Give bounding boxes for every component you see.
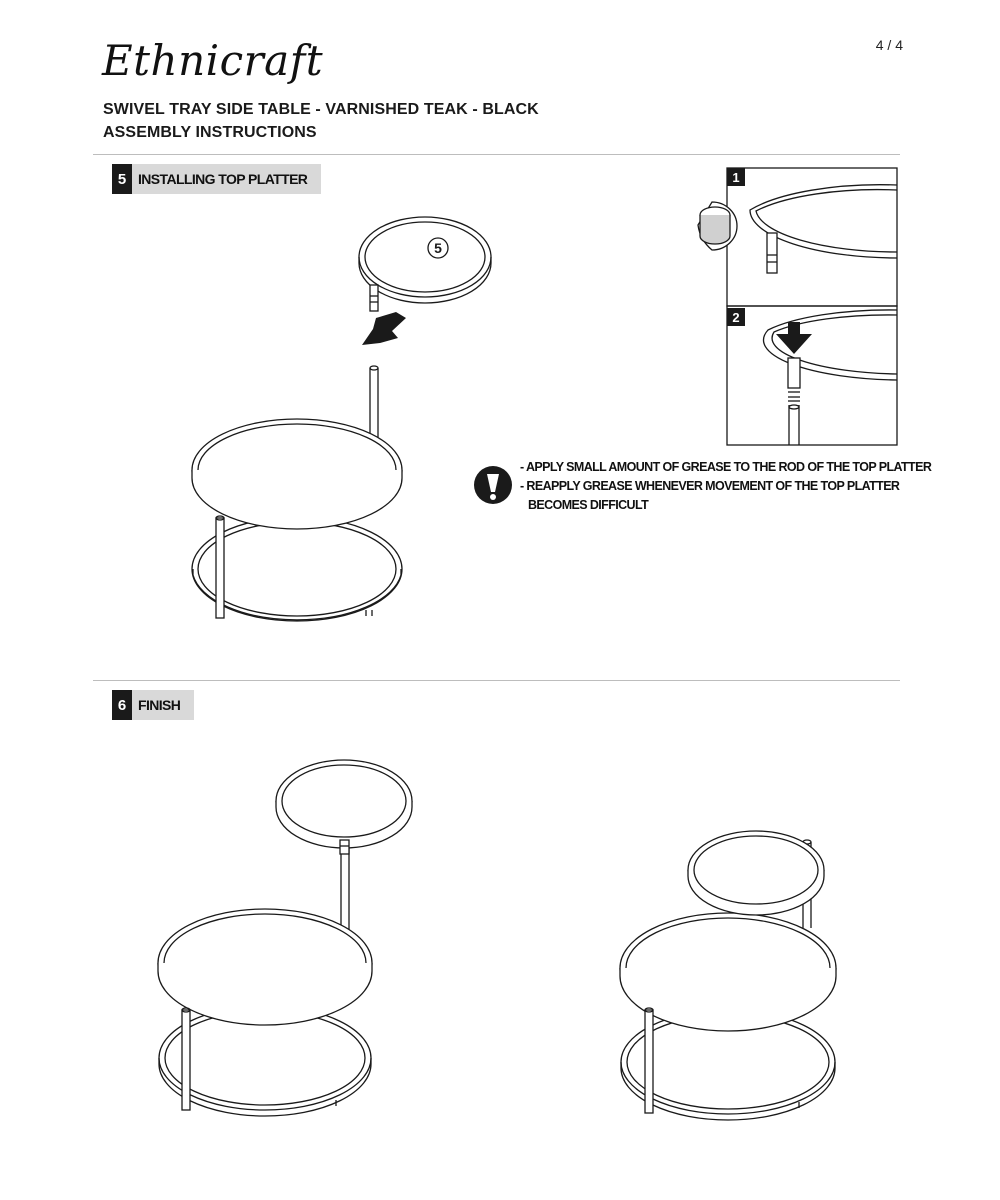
note-line-2: - REAPPLY GREASE WHENEVER MOVEMENT OF THE TOP PLATTER xyxy=(520,479,900,493)
step-5-number: 5 xyxy=(112,164,132,194)
down-arrow-icon xyxy=(362,312,406,345)
detail-1-number: 1 xyxy=(732,170,740,185)
grease-instructions xyxy=(520,458,931,515)
detail-box-1 xyxy=(698,168,897,306)
title-line-instructions: ASSEMBLY INSTRUCTIONS xyxy=(103,124,317,141)
brand-logo: Ethnicraft xyxy=(102,36,324,85)
detail-2-number: 2 xyxy=(732,310,740,325)
note-line-1: - APPLY SMALL AMOUNT OF GREASE TO THE ROD OF THE TOP PLATTER xyxy=(520,460,932,474)
part-marker-number: 5 xyxy=(434,240,442,256)
detail-box-2 xyxy=(727,306,897,445)
title-line-product: SWIVEL TRAY SIDE TABLE - VARNISHED TEAK - BLACK xyxy=(103,101,539,118)
step-6-number: 6 xyxy=(112,690,132,720)
finished-table-right xyxy=(620,831,836,1120)
note-line-3: BECOMES DIFFICULT xyxy=(528,498,649,512)
finished-table-left xyxy=(158,760,412,1116)
base-table-illustration xyxy=(192,366,402,621)
step-5-label: INSTALLING TOP PLATTER xyxy=(132,164,321,194)
step-6-label: FINISH xyxy=(132,690,194,720)
page-number: 4 / 4 xyxy=(875,37,903,53)
top-platter-illustration xyxy=(359,217,491,311)
warning-icon xyxy=(474,466,512,504)
